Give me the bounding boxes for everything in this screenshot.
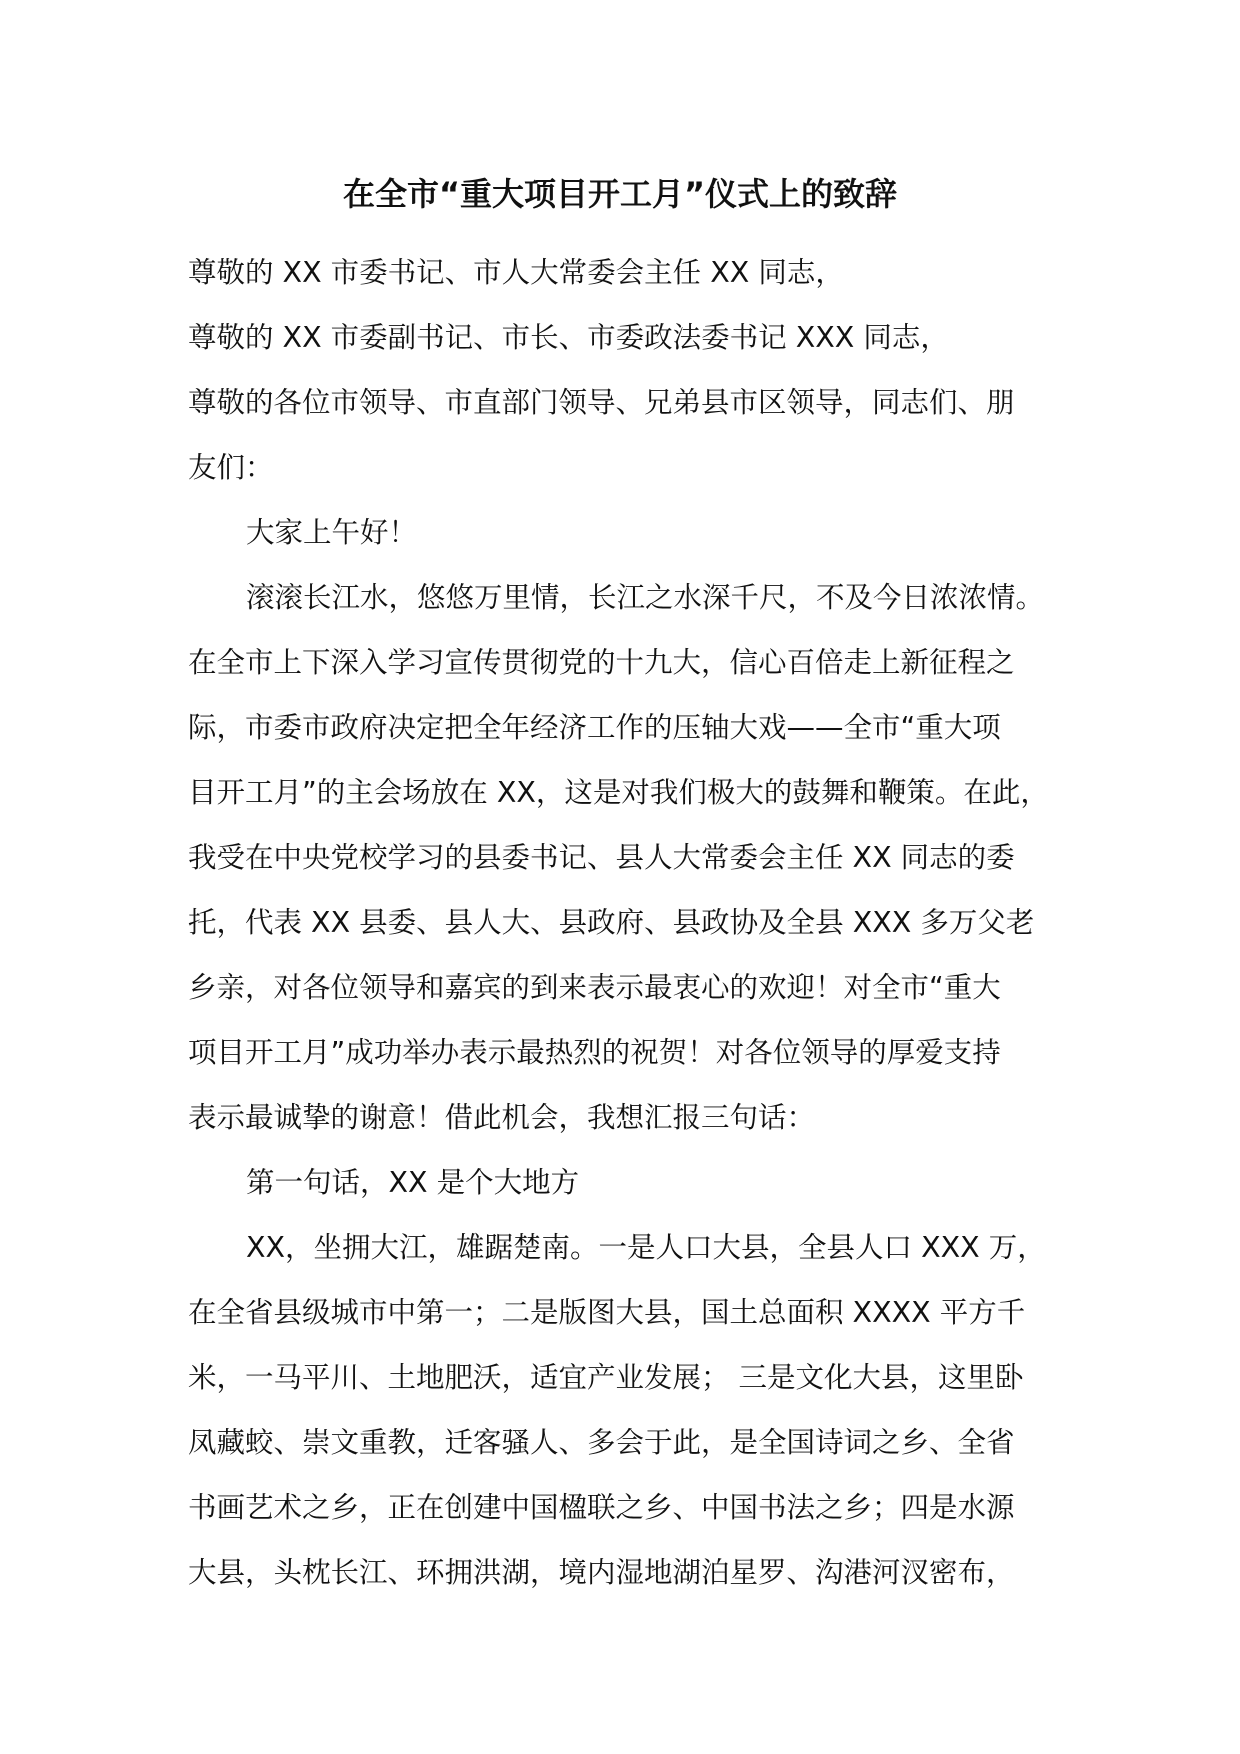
salutation-line-4: 友们： bbox=[188, 451, 274, 484]
paragraph-line: 大县，头枕长江、环拥洪湖，境内湿地湖泊星罗、沟港河汊密布， bbox=[188, 1556, 1015, 1589]
paragraph-line: 书画艺术之乡，正在创建中国楹联之乡、中国书法之乡；四是水源 bbox=[188, 1491, 1015, 1524]
paragraph-line: 在全省县级城市中第一；二是版图大县，国土总面积 XXXX 平方千 bbox=[188, 1296, 1026, 1329]
paragraph-line: XX，坐拥大江，雄踞楚南。一是人口大县，全县人口 XXX 万， bbox=[246, 1231, 1046, 1264]
salutation-line-1: 尊敬的 XX 市委书记、市人大常委会主任 XX 同志， bbox=[188, 256, 844, 289]
document-body bbox=[188, 240, 1068, 1605]
paragraph-line: 米，一马平川、土地肥沃，适宜产业发展； 三是文化大县，这里卧 bbox=[188, 1361, 1024, 1394]
paragraph-line: 我受在中央党校学习的县委书记、县人大常委会主任 XX 同志的委 bbox=[188, 841, 1015, 874]
salutation-line-3: 尊敬的各位市领导、市直部门领导、兄弟县市区领导，同志们、朋 bbox=[188, 386, 1015, 419]
salutation-line-2: 尊敬的 XX 市委副书记、市长、市委政法委书记 XXX 同志， bbox=[188, 321, 949, 354]
paragraph-line: 托，代表 XX 县委、县人大、县政府、县政协及全县 XXX 多万父老 bbox=[188, 906, 1035, 939]
paragraph-line: 项目开工月”成功举办表示最热烈的祝贺！对各位领导的厚爱支持 bbox=[188, 1036, 1001, 1069]
paragraph-line: 在全市上下深入学习宣传贯彻党的十九大，信心百倍走上新征程之 bbox=[188, 646, 1015, 679]
paragraph-line: 滚滚长江水，悠悠万里情，长江之水深千尺，不及今日浓浓情。 bbox=[246, 581, 1045, 614]
paragraph-line: 际，市委市政府决定把全年经济工作的压轴大戏——全市“重大项 bbox=[188, 711, 1001, 744]
paragraph-line: 目开工月”的主会场放在 XX，这是对我们极大的鼓舞和鞭策。在此， bbox=[188, 776, 1049, 809]
document-title: 在全市“重大项目开工月”仪式上的致辞 bbox=[342, 175, 898, 213]
greeting-line: 大家上午好！ bbox=[246, 516, 418, 549]
paragraph-line: 表示最诚挚的谢意！借此机会，我想汇报三句话： bbox=[188, 1101, 816, 1134]
paragraph-line: 乡亲，对各位领导和嘉宾的到来表示最衷心的欢迎！对全市“重大 bbox=[188, 971, 1001, 1004]
paragraph-line: 凤藏蛟、崇文重教，迁客骚人、多会于此，是全国诗词之乡、全省 bbox=[188, 1426, 1015, 1459]
section-heading-line: 第一句话，XX 是个大地方 bbox=[246, 1166, 580, 1199]
